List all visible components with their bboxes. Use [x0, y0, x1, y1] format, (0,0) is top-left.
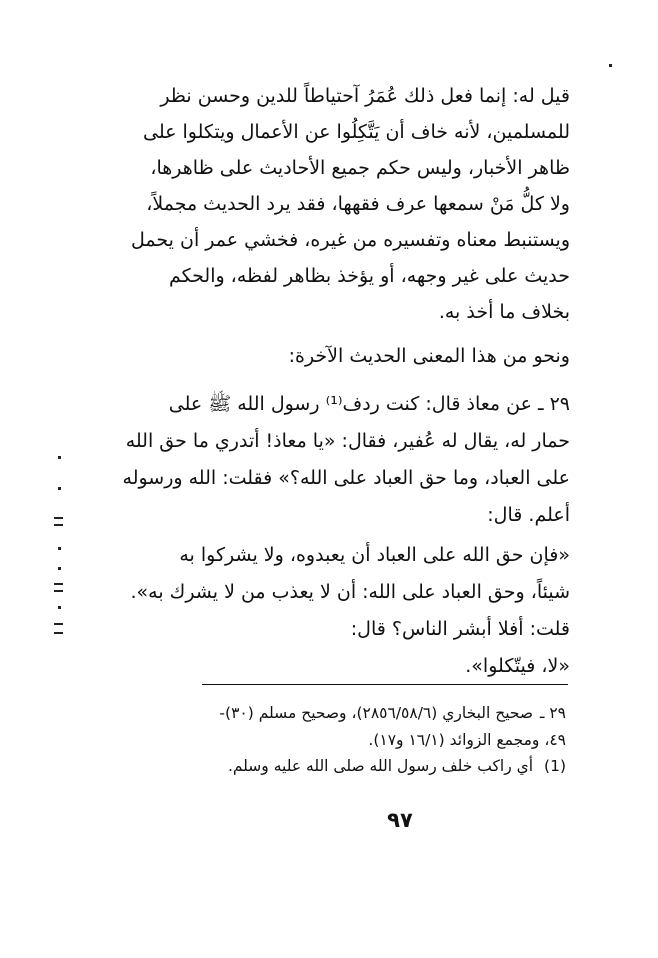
text-line: ويستنبط معناه وتفسيره من غيره، فخشي عمر أن يحمل: [131, 229, 570, 251]
footnote-number: (1): [544, 757, 566, 775]
text-line: حمار له، يقال له عُفير، فقال: «يا معاذ! أتدري ما حق الله: [125, 430, 570, 452]
footnote-text: صحيح البخاري (٢٨٥٦/٥٨/٦)، وصحيح مسلم (٣٠)-: [219, 704, 534, 722]
margin-mark: [54, 623, 63, 625]
margin-mark: [58, 547, 61, 550]
footnote-1: [86, 753, 566, 780]
footnote-source: [86, 700, 566, 754]
text-line: ٢٩ ـ عن معاذ قال: كنت ردف⁽¹⁾ رسول الله ﷺ على: [168, 393, 570, 415]
text-line: على العباد، وما حق العباد على الله؟» فقلت: الله ورسوله: [122, 467, 570, 489]
footnote-number: ٢٩ ـ: [539, 704, 566, 722]
footnote-text: أي راكب خلف رسول الله صلى الله عليه وسلم.: [227, 757, 534, 775]
text-line: ونحو من هذا المعنى الحديث الآخرة:: [288, 345, 570, 367]
text-line: حديث على غير وجهه، أو يؤخذ بظاهر لفظه، والحكم: [169, 265, 570, 287]
text-line: قلت: أفلا أبشر الناس؟ قال:: [350, 618, 570, 640]
text-line: ظاهر الأخبار، وليس حكم جميع الأحاديث على ظاهرها،: [150, 157, 570, 179]
text-line: قيل له: إنما فعل ذلك عُمَرُ آحتياطاً للدين وحسن نظر: [160, 85, 570, 107]
page-number: ٩٧: [387, 808, 413, 832]
text-line: «فإن حق الله على العباد أن يعبدوه، ولا يشركوا به: [179, 544, 570, 566]
margin-mark: [54, 632, 63, 634]
margin-mark: [54, 583, 63, 585]
text-line: ولا كلُّ مَنْ سمعها عرف فقهها، فقد يرد الحديث مجملاً،: [146, 193, 570, 215]
footnote-source-line: [86, 727, 566, 754]
footnote-text: ٤٩، ومجمع الزوائد (١٦/١ و١٧).: [368, 731, 566, 749]
margin-mark: [54, 590, 63, 592]
margin-mark: [54, 524, 63, 526]
footnote-source-line: [86, 700, 566, 727]
text-line: «لا، فيتّكلوا».: [465, 655, 570, 677]
margin-mark: [54, 517, 63, 519]
text-line: للمسلمين، لأنه خاف أن يَتَّكِلُوا عن الأعمال ويتكلوا على: [143, 121, 570, 143]
margin-mark: [58, 487, 61, 490]
margin-mark: [58, 567, 61, 570]
margin-mark: [58, 606, 61, 609]
hadith-29: [100, 386, 570, 534]
text-line: شيئاً، وحق العباد على الله: أن لا يعذب من لا يشرك به».: [130, 581, 570, 603]
hadith-29-answer: [100, 537, 570, 685]
paragraph-transition: [100, 338, 570, 374]
text-line: بخلاف ما أخذ به.: [438, 301, 570, 323]
footnote-separator: [202, 684, 568, 685]
margin-mark: [609, 64, 612, 67]
text-line: أعلم. قال:: [487, 504, 570, 526]
margin-mark: [58, 456, 61, 459]
paragraph-intro: [100, 78, 570, 330]
